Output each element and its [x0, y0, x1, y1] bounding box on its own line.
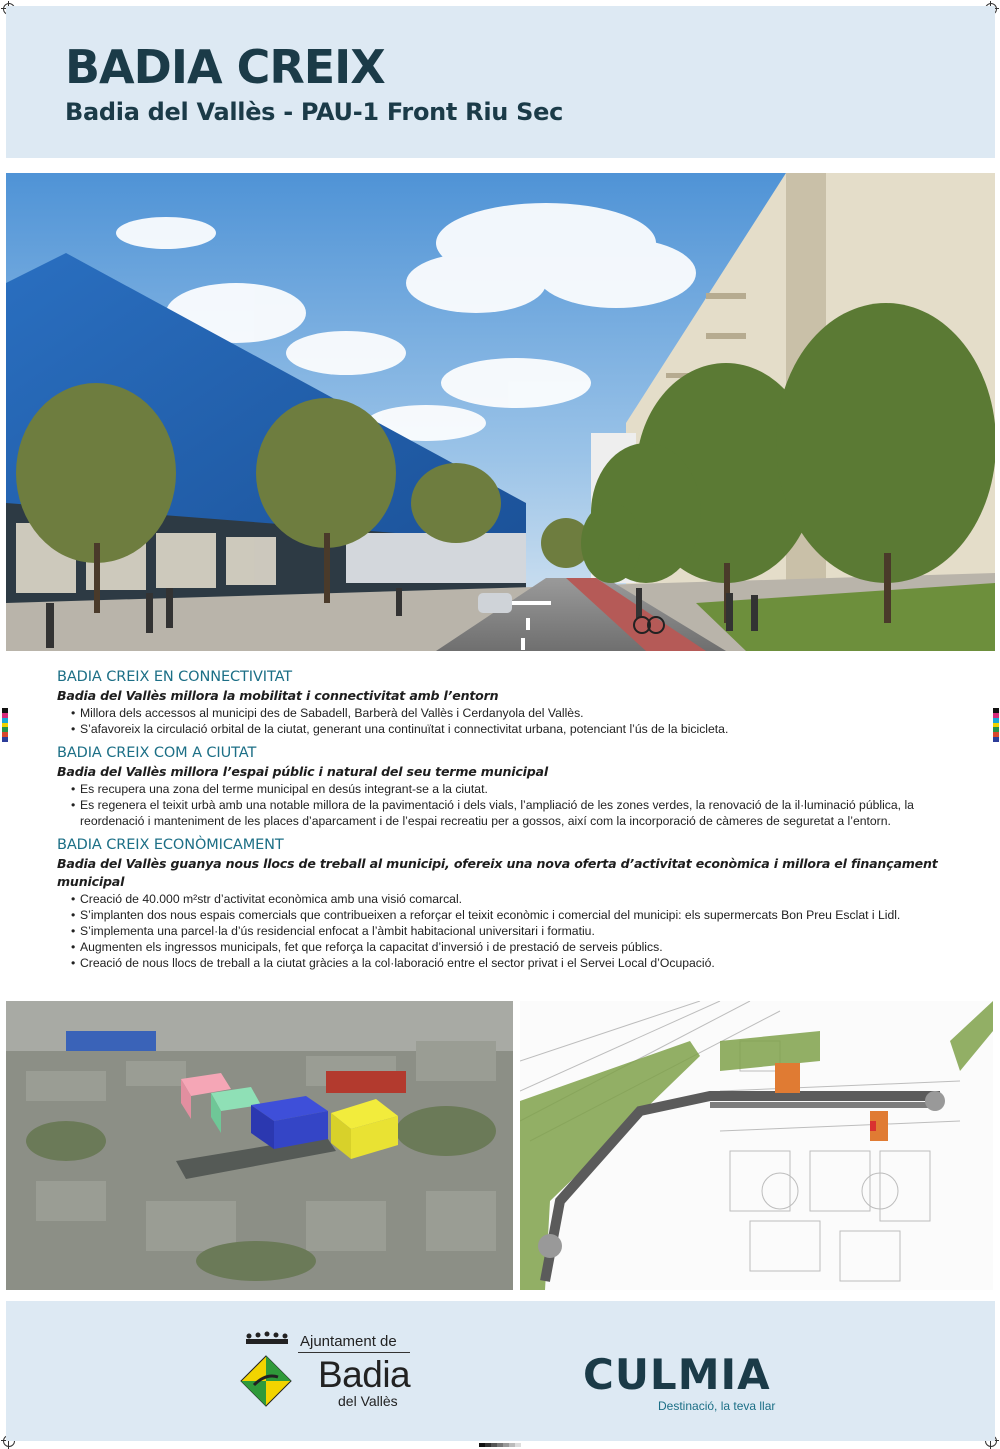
- ajuntament-divider: [298, 1352, 410, 1353]
- section-heading: BADIA CREIX ECONÒMICAMENT: [57, 837, 284, 853]
- bullet-item: • S’afavoreix la circulació orbital de la ciutat, generant una continuïtat i connectivitat urbana, potenciant l’ús de la bicicleta.: [71, 721, 972, 737]
- section-heading: BADIA CREIX EN CONNECTIVITAT: [57, 669, 293, 685]
- bullet-list: [57, 891, 972, 971]
- bullet-item: • Millora dels accessos al municipi des de Sabadell, Barberà del Vallès i Cerdanyola del Vallès.: [71, 705, 972, 721]
- section-connectivitat: [57, 668, 972, 737]
- bullet-item: • Es regenera el teixit urbà amb una notable millora de la pavimentació i dels vials, l’ampliació de les zones verdes, la renovació de la il·luminació pública, la reordenació i manteniment de les places d’aparcament i de l’espai recreatiu per a gossos, així com la incorporació de càmeres de seguretat a l’entorn.: [71, 797, 972, 829]
- badia-shield-icon: [240, 1355, 292, 1407]
- section-ciutat: [57, 744, 972, 829]
- section-economicament: [57, 836, 972, 971]
- section-lead: Badia del Vallès millora la mobilitat i connectivitat amb l’entorn: [57, 688, 499, 703]
- bullet-list: [57, 705, 972, 737]
- bullet-item: • Creació de 40.000 m²str d’activitat econòmica amb una visió comarcal.: [71, 891, 972, 907]
- section-lead: Badia del Vallès guanya nous llocs de treball al municipi, ofereix una nova oferta d’activitat econòmica i millora el finançament municipal: [57, 856, 938, 889]
- bullet-item: • Creació de nous llocs de treball a la ciutat gràcies a la col·laboració entre el sector privat i el Servei Local d’Ocupació.: [71, 955, 972, 971]
- color-bar-left: [2, 708, 8, 742]
- content-sections: [57, 668, 972, 978]
- badia-crown-icon: [244, 1330, 290, 1344]
- page-subtitle: Badia del Vallès - PAU-1 Front Riu Sec: [65, 98, 563, 126]
- culmia-logo: CULMIA: [583, 1350, 771, 1399]
- aerial-view-image: [6, 1001, 513, 1290]
- bullet-item: • S’implementa una parcel·la d’ús residencial enfocat a l’àmbit habitacional universitari i formatiu.: [71, 923, 972, 939]
- color-bar-right: [993, 708, 999, 742]
- ajuntament-name: Badia: [318, 1354, 411, 1395]
- hero-street-rendering: [6, 173, 995, 651]
- bullet-item: • Augmenten els ingressos municipals, fet que reforça la capacitat d’inversió i de prestació de serveis públics.: [71, 939, 972, 955]
- bullet-item: • S’implanten dos nous espais comercials que contribueixen a reforçar el teixit econòmic i comercial del municipi: els supermercats Bon Preu Esclat i Lidl.: [71, 907, 972, 923]
- bullet-item: • Es recupera una zona del terme municipal en desús integrant-se a la ciutat.: [71, 781, 972, 797]
- section-heading: BADIA CREIX COM A CIUTAT: [57, 745, 257, 761]
- ajuntament-label: Ajuntament de: [300, 1333, 397, 1350]
- page-title: BADIA CREIX: [65, 40, 385, 94]
- gray-scale-bar: [479, 1443, 521, 1447]
- footer-banner: [6, 1301, 995, 1441]
- ajuntament-subname: del Vallès: [338, 1393, 398, 1409]
- bullet-list: [57, 781, 972, 829]
- section-lead: Badia del Vallès millora l’espai públic i natural del seu terme municipal: [57, 764, 548, 779]
- site-plan-image: [520, 1001, 993, 1290]
- culmia-tagline: Destinació, la teva llar: [658, 1399, 776, 1413]
